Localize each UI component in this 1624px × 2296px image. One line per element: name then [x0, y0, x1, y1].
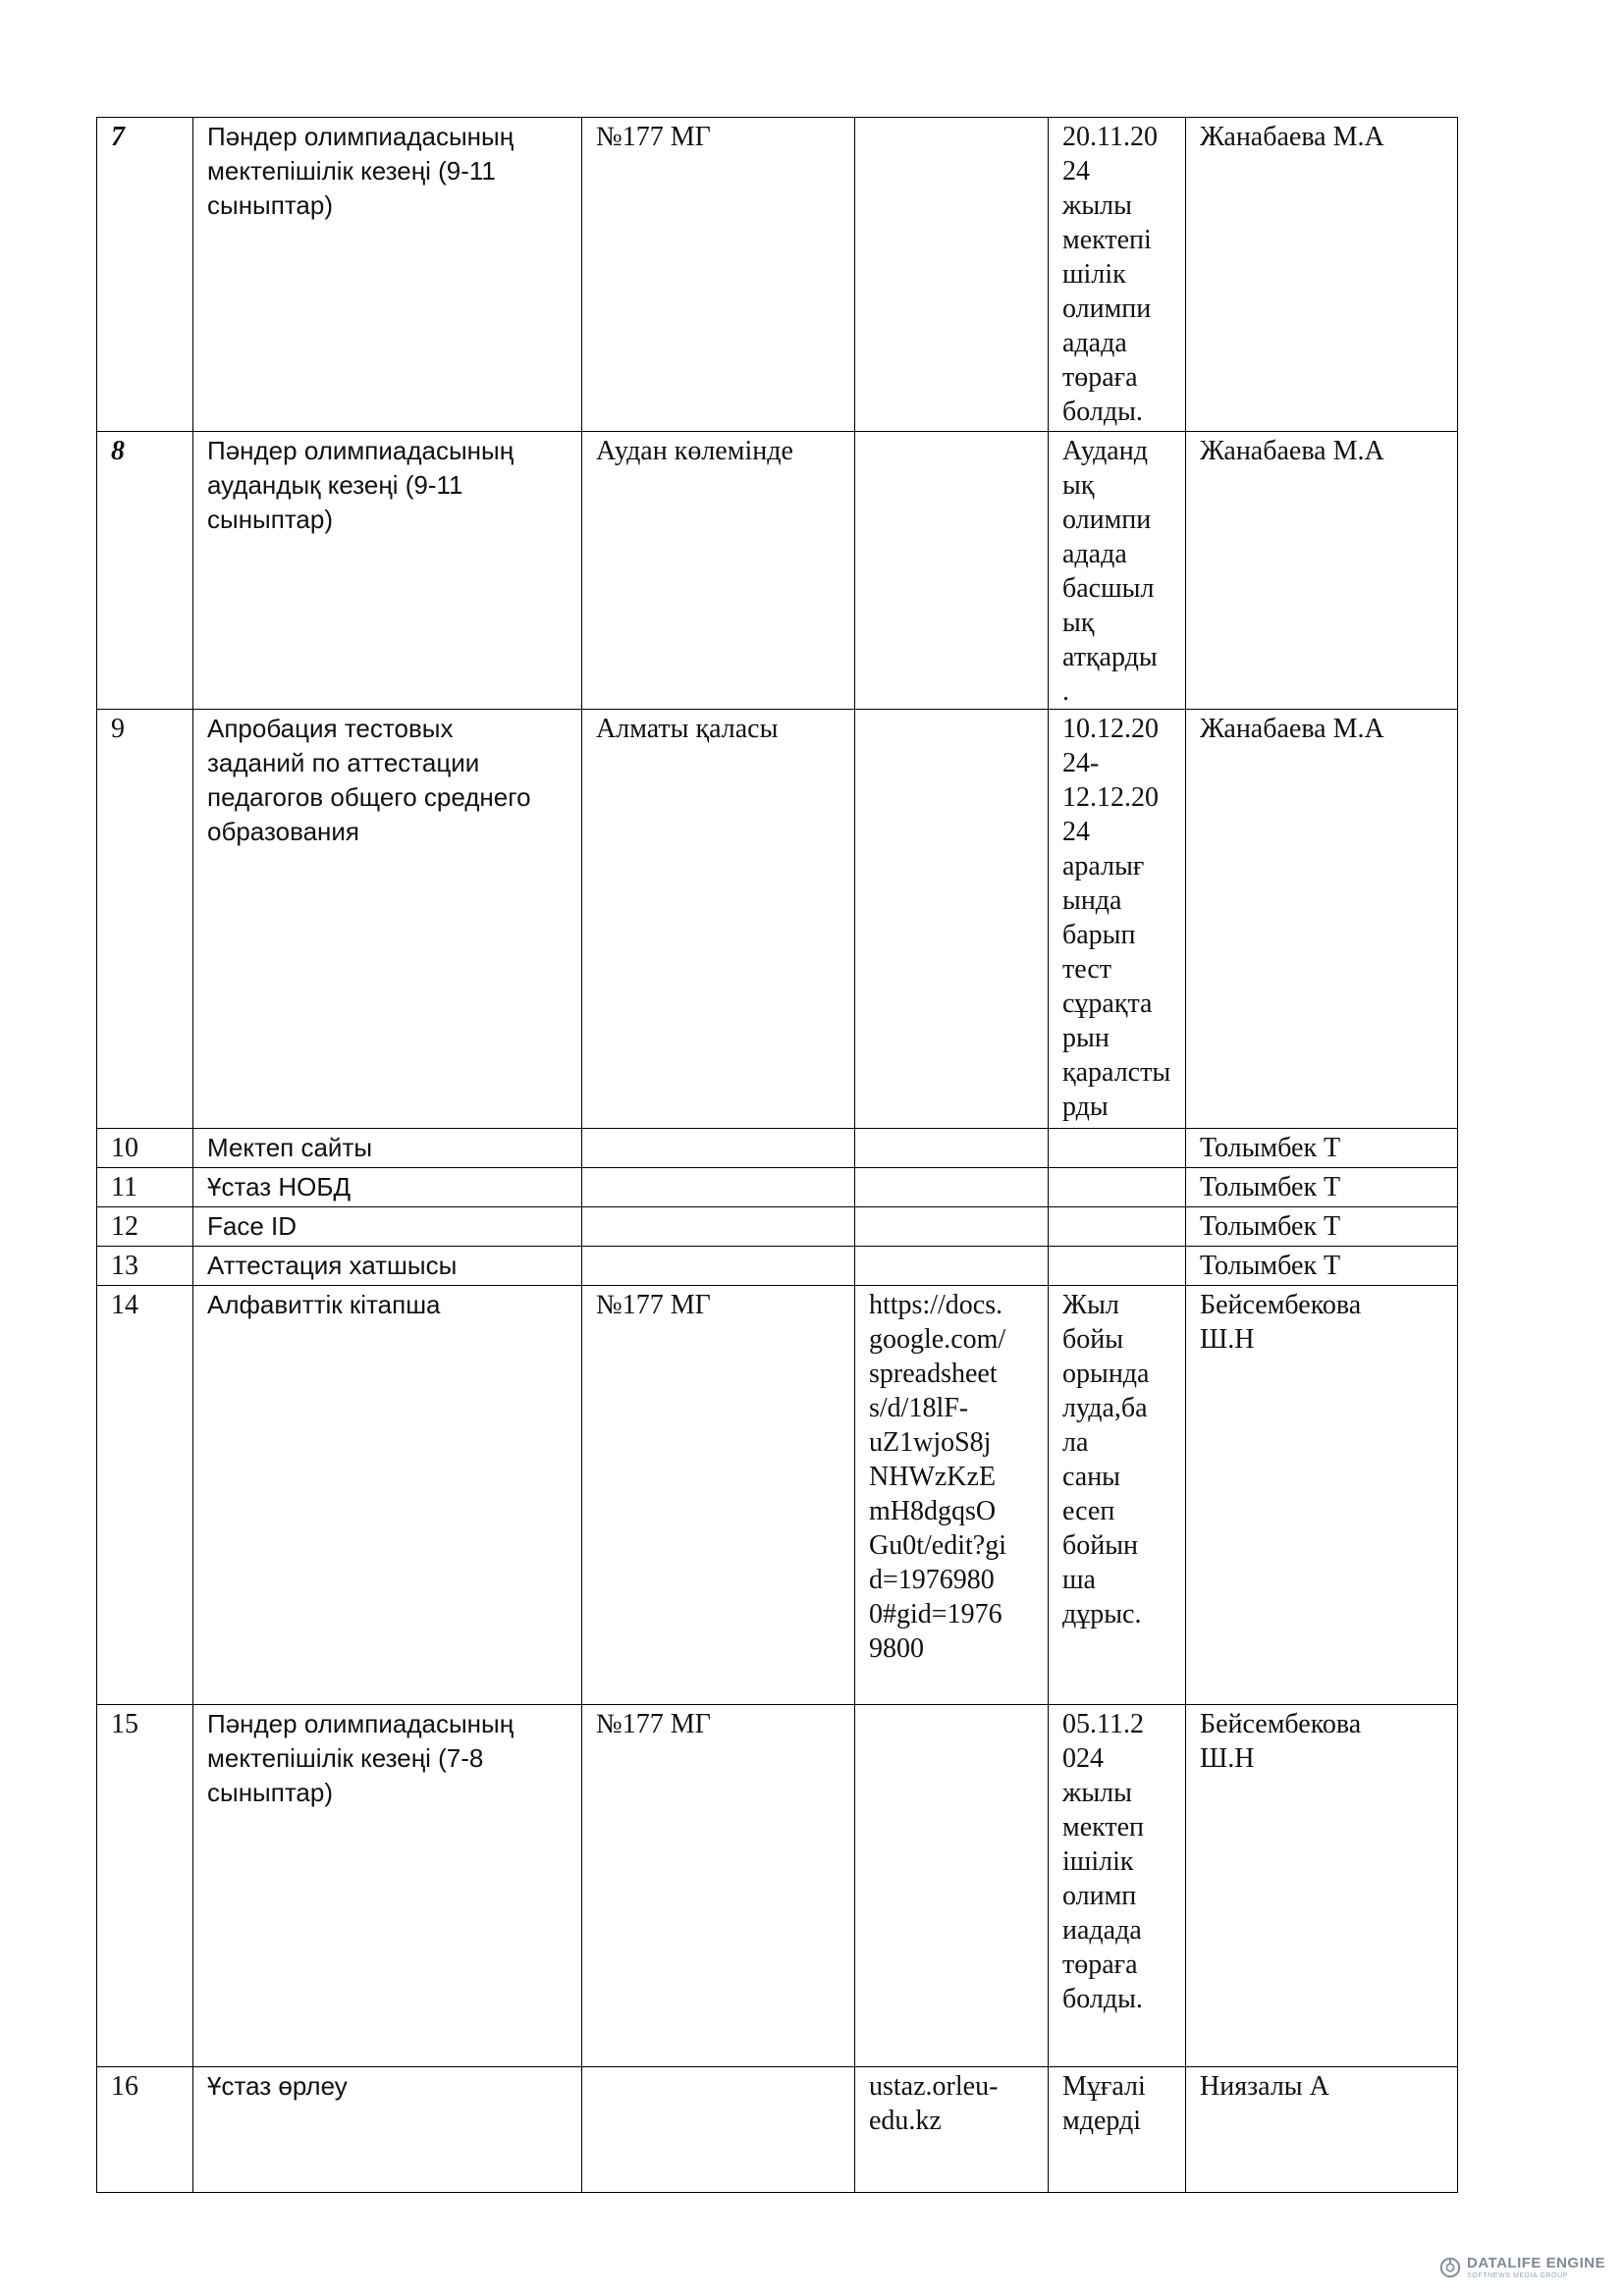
responsible-person: Бейсембекова Ш.Н: [1186, 1705, 1458, 2067]
responsible-person: Жанабаева М.А: [1186, 432, 1458, 710]
event-name: Алфавиттік кітапша: [193, 1286, 582, 1705]
event-result: 20.11.20 24 жылы мектепі шілік олимпи адада төраға болды.: [1049, 118, 1186, 432]
watermark: [1439, 2256, 1605, 2279]
table-row: [97, 1129, 1458, 1168]
event-place: [582, 2067, 855, 2193]
row-number: 10: [97, 1129, 193, 1168]
event-result: [1049, 1168, 1186, 1207]
event-name: Мектеп сайты: [193, 1129, 582, 1168]
row-number: 11: [97, 1168, 193, 1207]
table-row: [97, 1207, 1458, 1247]
responsible-person: Толымбек Т: [1186, 1247, 1458, 1286]
row-number: 8: [97, 432, 193, 710]
row-number: 13: [97, 1247, 193, 1286]
event-result: Жыл бойы орында луда,ба ла саны есеп бойын ша дұрыс.: [1049, 1286, 1186, 1705]
event-place: №177 МГ: [582, 1286, 855, 1705]
event-result: 10.12.20 24- 12.12.20 24 аралығ ында барып тест сұрақта рын қаралсты рды: [1049, 710, 1186, 1129]
watermark-title: DATALIFE ENGINE: [1467, 2255, 1606, 2271]
event-place: [582, 1129, 855, 1168]
event-link: [855, 1247, 1049, 1286]
table-body: [97, 118, 1458, 2193]
event-link: [855, 118, 1049, 432]
watermark-subtitle: SOFTNEWS MEDIA GROUP: [1467, 2272, 1569, 2279]
event-result: [1049, 1129, 1186, 1168]
event-place: [582, 1207, 855, 1247]
responsible-person: Ниязалы А: [1186, 2067, 1458, 2193]
datalife-logo-icon: [1439, 2257, 1461, 2278]
event-link: [855, 432, 1049, 710]
responsible-person: Толымбек Т: [1186, 1129, 1458, 1168]
table-row: [97, 710, 1458, 1129]
row-number: 7: [97, 118, 193, 432]
event-result: [1049, 1207, 1186, 1247]
event-link: [855, 1207, 1049, 1247]
table-row: [97, 2067, 1458, 2193]
table-row: [97, 1286, 1458, 1705]
table-row: [97, 1247, 1458, 1286]
event-name: Пәндер олимпиадасының мектепішілік кезеңі (9-11 сыныптар): [193, 118, 582, 432]
event-name: Пәндер олимпиадасының аудандық кезеңі (9-11 сыныптар): [193, 432, 582, 710]
table-row: [97, 1168, 1458, 1207]
activity-table: [96, 117, 1458, 2193]
event-result: [1049, 1247, 1186, 1286]
event-place: №177 МГ: [582, 1705, 855, 2067]
responsible-person: Жанабаева М.А: [1186, 710, 1458, 1129]
event-name: Апробация тестовых заданий по аттестации педагогов общего среднего образования: [193, 710, 582, 1129]
row-number: 12: [97, 1207, 193, 1247]
responsible-person: Толымбек Т: [1186, 1168, 1458, 1207]
row-number: 15: [97, 1705, 193, 2067]
table-row: [97, 1705, 1458, 2067]
event-link: [855, 1129, 1049, 1168]
event-place: Аудан көлемінде: [582, 432, 855, 710]
table-row: [97, 118, 1458, 432]
event-place: [582, 1168, 855, 1207]
event-result: 05.11.2 024 жылы мектеп ішілік олимп иадада төраға болды.: [1049, 1705, 1186, 2067]
responsible-person: Жанабаева М.А: [1186, 118, 1458, 432]
responsible-person: Бейсембекова Ш.Н: [1186, 1286, 1458, 1705]
event-name: Аттестация хатшысы: [193, 1247, 582, 1286]
event-result: Мұғалі мдерді: [1049, 2067, 1186, 2193]
event-link: [855, 1168, 1049, 1207]
event-name: Ұстаз өрлеу: [193, 2067, 582, 2193]
responsible-person: Толымбек Т: [1186, 1207, 1458, 1247]
event-link: [855, 710, 1049, 1129]
event-place: №177 МГ: [582, 118, 855, 432]
event-place: Алматы қаласы: [582, 710, 855, 1129]
table-row: [97, 432, 1458, 710]
event-link: ustaz.orleu- edu.kz: [855, 2067, 1049, 2193]
event-name: Пәндер олимпиадасының мектепішілік кезеңі (7-8 сыныптар): [193, 1705, 582, 2067]
row-number: 14: [97, 1286, 193, 1705]
row-number: 9: [97, 710, 193, 1129]
event-name: Ұстаз НОБД: [193, 1168, 582, 1207]
event-place: [582, 1247, 855, 1286]
event-name: Face ID: [193, 1207, 582, 1247]
event-link: https://docs. google.com/ spreadsheet s/d/18lF- uZ1wjoS8j NHWzKzE mH8dgqsO Gu0t/edit?gi d=1976980 0#gid=1976 9800: [855, 1286, 1049, 1705]
row-number: 16: [97, 2067, 193, 2193]
event-result: Ауданд ық олимпи адада басшыл ық атқарды .: [1049, 432, 1186, 710]
event-link: [855, 1705, 1049, 2067]
